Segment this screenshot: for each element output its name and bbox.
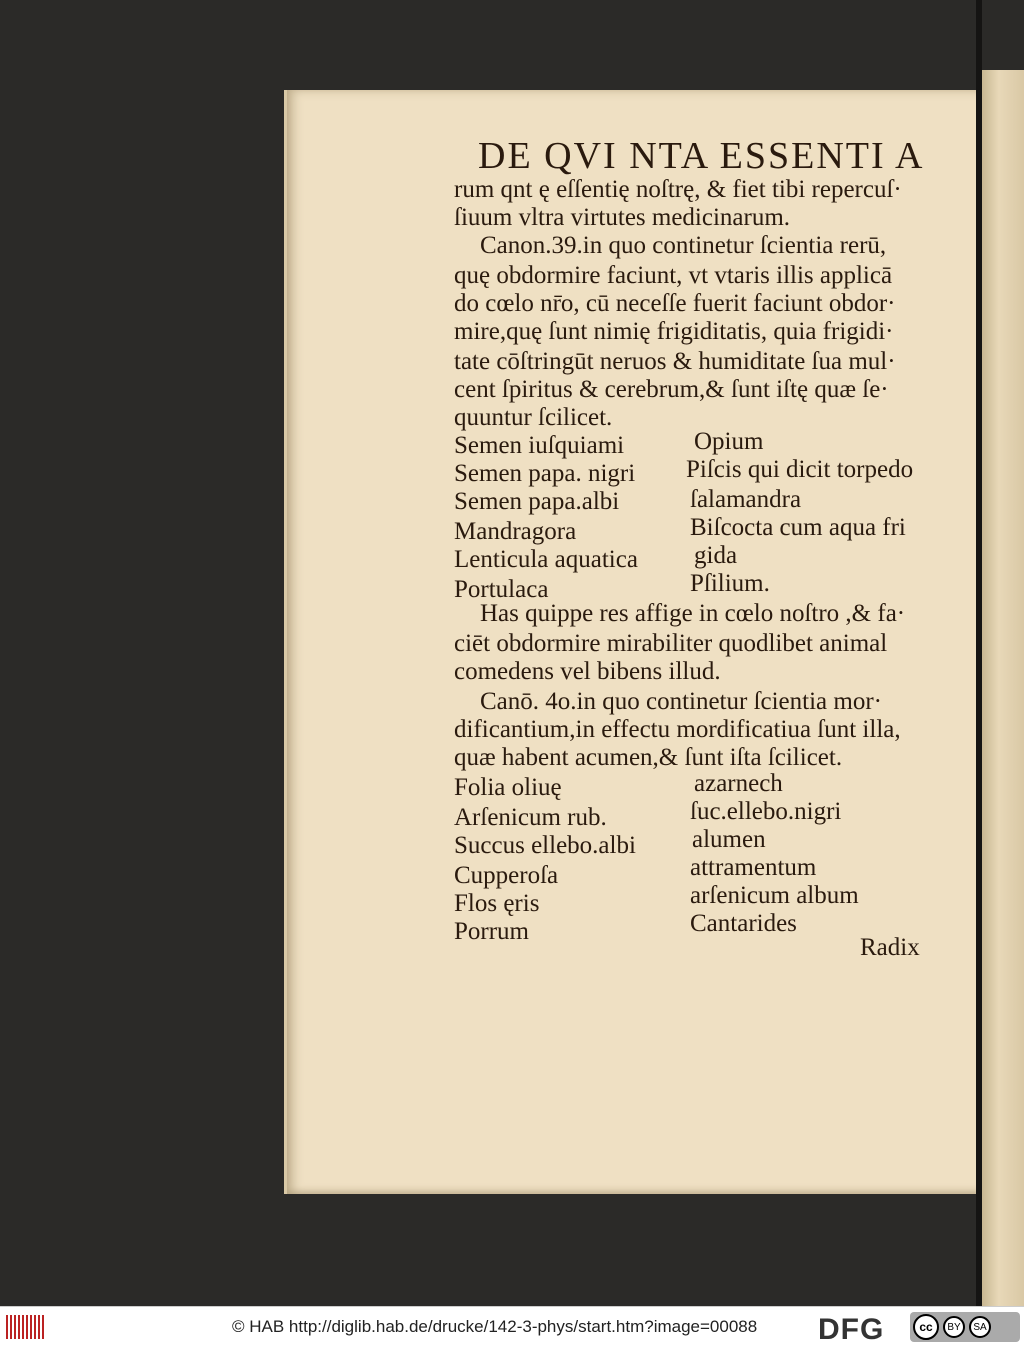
list-item: ſalamandra (690, 486, 802, 513)
text-line: dificantium,in effectu mordificatiua ſunt illa, (454, 716, 901, 743)
text-line: rum qnt ę eſſentię noſtrę, & fiet tibi repercuſ· (454, 176, 902, 203)
text-line: Canō. 4o.in quo continetur ſcientia mor· (480, 688, 882, 715)
list-item: Folia oliuę (454, 774, 562, 801)
text-line: tate cōſtringūt neruos & humiditate ſua mul· (454, 348, 896, 375)
list-item: ſuc.ellebo.nigri (690, 798, 842, 825)
list-item: Lenticula aquatica (454, 546, 638, 573)
list-item: Semen iuſquiami (454, 432, 625, 459)
list-item: Semen papa.albi (454, 488, 620, 515)
list-item: Mandragora (454, 518, 577, 545)
text-line: quę obdormire faciunt, vt vtaris illis applicā (454, 262, 893, 289)
list-item: attramentum (690, 854, 817, 881)
text-line: do cœlo nr̄o, cū neceſſe fuerit faciunt obdor· (454, 290, 896, 317)
list-item: Cantarides (690, 910, 797, 937)
list-item: azarnech (694, 770, 783, 797)
text-line: ciēt obdormire mirabiliter quodlibet animal (454, 630, 888, 657)
copyright-credit[interactable]: © HAB http://diglib.hab.de/drucke/142-3-phys/start.htm?image=00088 (232, 1317, 758, 1336)
text-line: Has quippe res affige in cœlo noſtro ,& fa· (480, 600, 906, 627)
text-line: Canon.39.in quo continetur ſcientia rerū, (480, 232, 887, 259)
page-heading: DE QVI NTA ESSENTI A (478, 135, 925, 177)
list-item: alumen (692, 826, 766, 853)
list-item: Piſcis qui dicit torpedo (686, 456, 914, 483)
adjacent-page-edge (982, 70, 1024, 1306)
text-line: ſiuum vltra virtutes medicinarum. (454, 204, 791, 231)
dfg-logo[interactable]: DFG (818, 1313, 885, 1346)
list-item: Porrum (454, 918, 529, 945)
list-item: Pſilium. (690, 570, 770, 597)
text-line: comedens vel bibens illud. (454, 658, 721, 685)
list-item: Arſenicum rub. (454, 804, 607, 831)
list-item: Opium (694, 428, 764, 455)
list-item: Cupperoſa (454, 862, 559, 889)
text-line: mire,quę ſunt nimię frigiditatis, quia frigidi· (454, 318, 894, 345)
by-icon: BY (943, 1316, 965, 1338)
sa-icon: SA (969, 1316, 991, 1338)
list-item: Biſcocta cum aqua fri (690, 514, 906, 541)
list-item: gida (694, 542, 738, 569)
text-line: quæ habent acumen,& ſunt iſta ſcilicet. (454, 744, 843, 771)
barcode-icon (6, 1315, 46, 1339)
cc-license-badge[interactable] (910, 1312, 1020, 1342)
list-item: Portulaca (454, 576, 549, 603)
footer-bar (0, 1306, 1024, 1347)
text-line: cent ſpiritus & cerebrum,& ſunt iſtę quæ ſe· (454, 376, 889, 403)
list-item: arſenicum album (690, 882, 859, 909)
list-item: Succus ellebo.albi (454, 832, 636, 859)
cc-icon: cc (913, 1314, 939, 1340)
list-item: Semen papa. nigri (454, 460, 636, 487)
text-line: quuntur ſcilicet. (454, 404, 613, 431)
catchword: Radix (860, 934, 920, 961)
list-item: Flos ęris (454, 890, 540, 917)
